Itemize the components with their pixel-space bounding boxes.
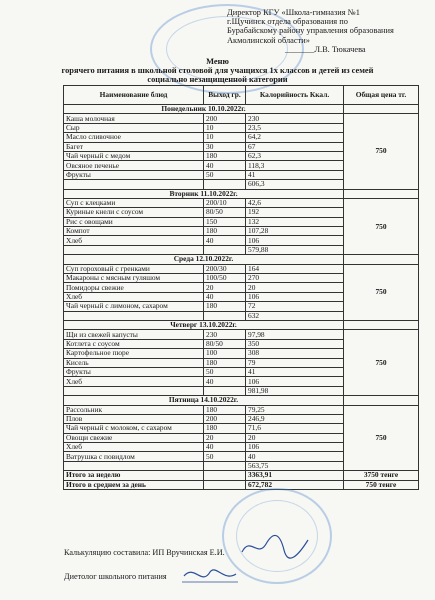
dish-name: Чай черный с лимоном, сахаром — [64, 302, 204, 311]
dish-calories: 106 — [246, 443, 344, 452]
day-total-empty — [64, 245, 204, 254]
dish-calories: 118,3 — [246, 161, 344, 170]
dish-yield: 180 — [204, 358, 246, 367]
day-total-empty — [204, 311, 246, 320]
summary-empty — [204, 480, 246, 489]
summary-cost: 3750 тенге — [344, 471, 419, 480]
dish-calories: 20 — [246, 283, 344, 292]
dish-yield: 40 — [204, 377, 246, 386]
dish-name: Овощи свежие — [64, 433, 204, 442]
dietitian-signature — [180, 562, 240, 588]
calculation-author: Калькуляцию составила: ИП Вручинская Е.И. — [64, 548, 225, 557]
dish-name: Сыр — [64, 123, 204, 132]
dish-name: Чай черный с медом — [64, 151, 204, 160]
table-header-row — [64, 86, 419, 105]
day-total-empty — [64, 180, 204, 189]
dish-name: Картофельное пюре — [64, 349, 204, 358]
dish-name: Чай черный с молоком, с сахаром — [64, 424, 204, 433]
dish-calories: 106 — [246, 377, 344, 386]
dish-name: Помидоры свежие — [64, 283, 204, 292]
col-header-dish: Наименование блюд — [64, 86, 204, 105]
day-total-empty — [204, 180, 246, 189]
day-header-row — [64, 105, 419, 114]
day-total-calories: 563,75 — [246, 461, 344, 470]
dish-yield: 200/10 — [204, 198, 246, 207]
dish-yield: 40 — [204, 292, 246, 301]
day-title: Четверг 13.10.2022г. — [64, 320, 344, 329]
day-total-empty — [204, 245, 246, 254]
table-row — [64, 405, 419, 414]
day-cost: 750 — [344, 198, 419, 254]
day-total-calories: 981,98 — [246, 386, 344, 395]
dish-yield: 20 — [204, 433, 246, 442]
dish-yield: 180 — [204, 302, 246, 311]
day-header-row — [64, 320, 419, 329]
summary-empty — [204, 471, 246, 480]
dish-name: Багет — [64, 142, 204, 151]
col-header-cost: Общая цена тг. — [344, 86, 419, 105]
dish-yield: 150 — [204, 217, 246, 226]
dish-yield: 50 — [204, 170, 246, 179]
dish-name: Хлеб — [64, 443, 204, 452]
dish-yield: 40 — [204, 443, 246, 452]
dish-name: Компот — [64, 227, 204, 236]
approval-line: Директор КГУ «Школа-гимназия №1 — [227, 8, 360, 17]
dish-yield: 200 — [204, 414, 246, 423]
dish-yield: 100/50 — [204, 274, 246, 283]
dish-calories: 41 — [246, 170, 344, 179]
menu-table-body — [64, 105, 419, 490]
dish-calories: 308 — [246, 349, 344, 358]
dish-calories: 164 — [246, 264, 344, 273]
dish-yield: 80/50 — [204, 208, 246, 217]
day-cost: 750 — [344, 264, 419, 320]
table-row — [64, 264, 419, 273]
dish-name: Макароны с мясным гуляшом — [64, 274, 204, 283]
day-header-cost-cell — [344, 105, 419, 114]
table-row — [64, 114, 419, 123]
dish-calories: 72 — [246, 302, 344, 311]
day-total-empty — [64, 386, 204, 395]
dish-yield: 50 — [204, 367, 246, 376]
day-cost: 750 — [344, 114, 419, 189]
dish-calories: 270 — [246, 274, 344, 283]
dish-calories: 350 — [246, 339, 344, 348]
menu-table — [63, 85, 419, 490]
dish-calories: 64,2 — [246, 133, 344, 142]
day-header-row — [64, 189, 419, 198]
dish-name: Ватрушка с повидлом — [64, 452, 204, 461]
dish-calories: 192 — [246, 208, 344, 217]
dish-yield: 80/50 — [204, 339, 246, 348]
day-header-row — [64, 396, 419, 405]
dish-name: Фрукты — [64, 170, 204, 179]
summary-calories: 3363,91 — [246, 471, 344, 480]
dish-yield: 40 — [204, 236, 246, 245]
approval-line: г.Щучинск отдела образования по — [227, 17, 348, 27]
dish-name: Котлета с соусом — [64, 339, 204, 348]
day-header-row — [64, 255, 419, 264]
day-title: Пятница 14.10.2022г. — [64, 396, 344, 405]
dish-calories: 41 — [246, 367, 344, 376]
col-header-calories: Калорийность Ккал. — [246, 86, 344, 105]
dietitian-line: Диетолог школьного питания — [64, 572, 167, 581]
dish-name: Хлеб — [64, 377, 204, 386]
dish-yield: 30 — [204, 142, 246, 151]
dish-yield: 180 — [204, 227, 246, 236]
dish-calories: 62,3 — [246, 151, 344, 160]
document-title — [60, 57, 375, 84]
dish-calories: 79 — [246, 358, 344, 367]
signature-scribble — [240, 532, 310, 560]
approval-line: Акмолинской области» — [227, 35, 310, 45]
week-total-row — [64, 471, 419, 480]
dish-calories: 20 — [246, 433, 344, 442]
dish-yield: 100 — [204, 349, 246, 358]
day-total-calories: 632 — [246, 311, 344, 320]
dish-calories: 97,98 — [246, 330, 344, 339]
col-header-yield: Выход гр. — [204, 86, 246, 105]
title-line: социально незащищенной категории — [147, 75, 288, 84]
day-total-calories: 606,3 — [246, 180, 344, 189]
dish-calories: 132 — [246, 217, 344, 226]
day-title: Вторник 11.10.2022г. — [64, 189, 344, 198]
dish-name: Фрукты — [64, 367, 204, 376]
day-title: Среда 12.10.2022г. — [64, 255, 344, 264]
dish-calories: 42,6 — [246, 198, 344, 207]
day-header-cost-cell — [344, 255, 419, 264]
dish-name: Рис с овощами — [64, 217, 204, 226]
dish-yield: 180 — [204, 424, 246, 433]
dish-yield: 230 — [204, 330, 246, 339]
dish-yield: 200 — [204, 114, 246, 123]
dish-calories: 40 — [246, 452, 344, 461]
dish-yield: 180 — [204, 151, 246, 160]
day-total-empty — [64, 461, 204, 470]
summary-calories: 672,782 — [246, 480, 344, 489]
dish-name: Каша молочная — [64, 114, 204, 123]
day-total-empty — [64, 311, 204, 320]
day-cost: 750 — [344, 405, 419, 471]
dish-calories: 246,9 — [246, 414, 344, 423]
dish-calories: 106 — [246, 292, 344, 301]
dish-name: Рассольник — [64, 405, 204, 414]
day-cost: 750 — [344, 330, 419, 396]
dish-calories: 230 — [246, 114, 344, 123]
summary-cost: 750 тенге — [344, 480, 419, 489]
day-header-cost-cell — [344, 396, 419, 405]
day-total-calories: 579,88 — [246, 245, 344, 254]
dish-name: Кисель — [64, 358, 204, 367]
dish-calories: 71,6 — [246, 424, 344, 433]
dish-name: Хлеб — [64, 292, 204, 301]
dish-yield: 50 — [204, 452, 246, 461]
dish-name: Масло сливочное — [64, 133, 204, 142]
dish-name: Суп гороховый с гренками — [64, 264, 204, 273]
title-line: горячего питания в школьной столовой для учащихся 1х классов и детей из семей — [61, 66, 374, 75]
dish-yield: 40 — [204, 161, 246, 170]
approval-block — [227, 8, 427, 54]
dish-yield: 10 — [204, 123, 246, 132]
dish-name: Плов — [64, 414, 204, 423]
dish-calories: 107,28 — [246, 227, 344, 236]
dish-name: Щи из свежей капусты — [64, 330, 204, 339]
dish-name: Хлеб — [64, 236, 204, 245]
day-header-cost-cell — [344, 320, 419, 329]
week-average-row — [64, 480, 419, 489]
dish-name: Суп с клецками — [64, 198, 204, 207]
day-total-empty — [204, 386, 246, 395]
summary-label: Итого в среднем за день — [64, 480, 204, 489]
dish-name: Овсяное печенье — [64, 161, 204, 170]
dish-calories: 23,5 — [246, 123, 344, 132]
dish-name: Куриные кнели с соусом — [64, 208, 204, 217]
dish-yield: 200/30 — [204, 264, 246, 273]
dish-yield: 180 — [204, 405, 246, 414]
day-total-empty — [204, 461, 246, 470]
approval-line: Бурабайскому району управления образования — [227, 26, 394, 36]
dish-yield: 20 — [204, 283, 246, 292]
director-signature: _______Л.В. Тюкачева — [285, 44, 366, 54]
dish-calories: 106 — [246, 236, 344, 245]
dish-calories: 79,25 — [246, 405, 344, 414]
table-row — [64, 198, 419, 207]
dish-calories: 67 — [246, 142, 344, 151]
table-row — [64, 330, 419, 339]
day-header-cost-cell — [344, 189, 419, 198]
title-line: Меню — [206, 57, 229, 66]
summary-label: Итого за неделю — [64, 471, 204, 480]
day-title: Понедельник 10.10.2022г. — [64, 105, 344, 114]
dish-yield: 10 — [204, 133, 246, 142]
